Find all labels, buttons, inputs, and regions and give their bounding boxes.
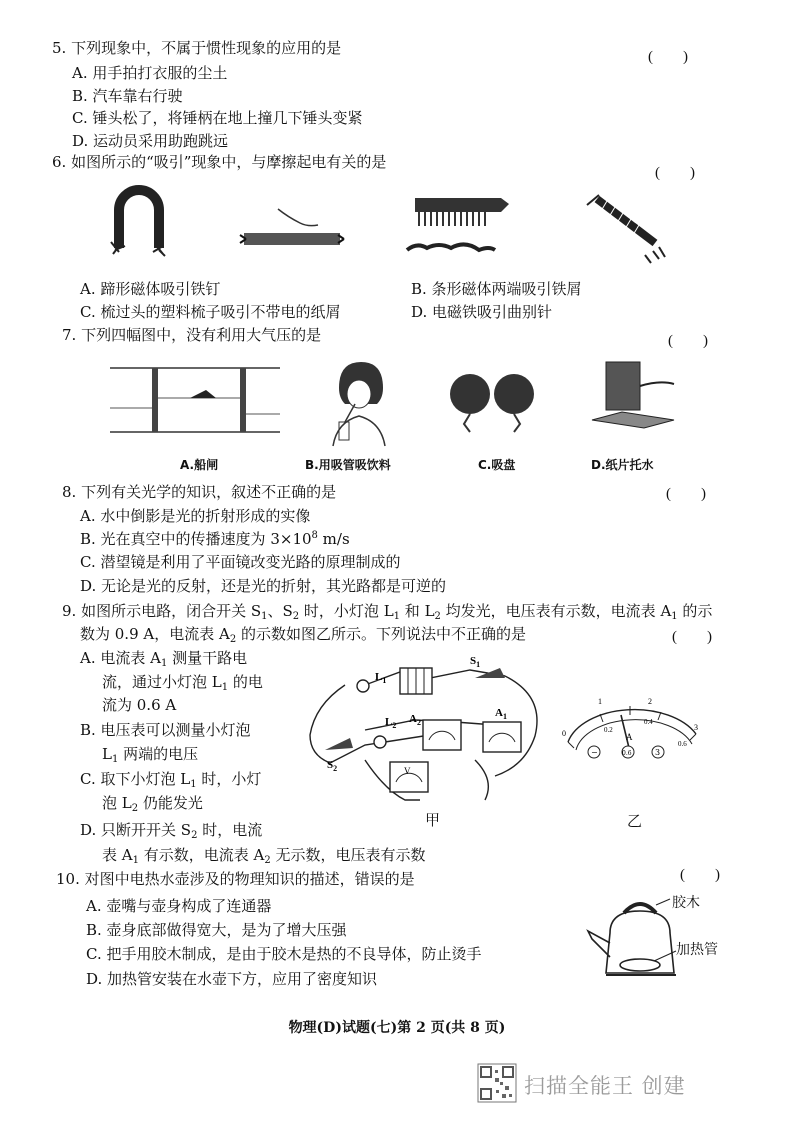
watermark-text: 扫描全能王 创建 (524, 1074, 686, 1098)
q10-stem: 10. 对图中电热水壶涉及的物理知识的描述，错误的是 (56, 870, 415, 888)
dial-tick-1: 1 (598, 697, 602, 706)
q9-stem-line2: 数为 0.9 A，电流表 $A_2$ 的示数如图乙所示。下列说法中不正确的是 (80, 625, 526, 645)
q9-option-c-line1: C. 取下小灯泡 $L_1$ 时，小灯 (80, 770, 262, 790)
drinking-straw-figure (325, 358, 390, 448)
q6-option-a: A. 蹄形磁体吸引铁钉 (80, 280, 221, 298)
label-bakelite: 胶木 (672, 895, 700, 911)
q7-caption-b: B.用吸管吸饮料 (305, 458, 391, 472)
q10-answer-paren: ( ) (680, 867, 720, 883)
q5-option-a: A. 用手拍打衣服的尘土 (72, 64, 228, 82)
q9-stem-line1: 9. 如图所示电路，闭合开关 $S_1$、$S_2$ 时，小灯泡 $L_1$ 和 $L_2$ 均发光，电压表有示数，电流表 $A_1$ 的示 (62, 602, 713, 622)
label-s2: $S_2$ (327, 759, 338, 773)
q10-option-d: D. 加热管安装在水壶下方，应用了密度知识 (86, 970, 378, 988)
q7-caption-a: A.船闸 (180, 458, 219, 472)
comb-figure (405, 190, 515, 260)
switch-s2-icon (325, 738, 353, 750)
dial-subtick-0-2: 0.2 (604, 726, 613, 734)
q5-option-d: D. 运动员采用助跑跳远 (72, 132, 229, 150)
ship-lock-figure (110, 358, 285, 443)
qr-code-icon (478, 1064, 516, 1102)
figure-jia-label: 甲 (425, 811, 441, 829)
paper-holds-water-figure (592, 356, 677, 444)
label-a2: $A_2$ (409, 713, 421, 727)
circuit-diagram-jia (305, 650, 545, 815)
q5-option-b: B. 汽车靠右行驶 (72, 87, 183, 105)
q7-caption-d: D.纸片托水 (591, 458, 654, 472)
ammeter-a1-icon (483, 722, 521, 752)
ammeter-dial-yi (558, 690, 708, 770)
q6-option-c: C. 梳过头的塑料梳子吸引不带电的纸屑 (80, 303, 341, 321)
q8-answer-paren: ( ) (666, 486, 706, 502)
dial-subtick-0-4: 0.4 (644, 718, 653, 726)
q9-option-a-line1: A. 电流表 $A_1$ 测量干路电 (80, 649, 248, 669)
electromagnet-figure (585, 185, 675, 265)
q6-stem: 6. 如图所示的“吸引”现象中，与摩擦起电有关的是 (52, 153, 387, 171)
horseshoe-magnet-figure (105, 188, 175, 256)
dial-tick-0: 0 (562, 729, 566, 738)
q6-option-d: D. 电磁铁吸引曲别针 (411, 303, 553, 321)
label-l1: $L_1$ (375, 671, 387, 685)
dial-unit: A (626, 732, 633, 742)
q9-answer-paren: ( ) (672, 629, 712, 645)
label-a1: $A_1$ (495, 707, 507, 721)
q6-option-b: B. 条形磁体两端吸引铁屑 (411, 280, 582, 298)
q9-option-a-line2: 流，通过小灯泡 $L_1$ 的电 (102, 673, 263, 693)
q7-stem: 7. 下列四幅图中，没有利用大气压的是 (62, 326, 322, 344)
q8-option-a: A. 水中倒影是光的折射形成的实像 (80, 507, 311, 525)
q9-option-b-line1: B. 电压表可以测量小灯泡 (80, 721, 251, 739)
q10-option-a: A. 壶嘴与壶身构成了连通器 (86, 897, 272, 915)
label-s1: $S_1$ (470, 655, 481, 669)
q7-caption-c: C.吸盘 (478, 458, 516, 472)
ammeter-a2-icon (423, 720, 461, 750)
page-footer: 物理(D)试题(七)第 2 页(共 8 页) (288, 1020, 506, 1036)
q10-option-c: C. 把手用胶木制成，是由于胶木是热的不良导体，防止烫手 (86, 945, 482, 963)
terminal-3-label: 3 (655, 748, 661, 757)
label-l2: $L_2$ (385, 716, 397, 730)
q8-stem: 8. 下列有关光学的知识，叙述不正确的是 (62, 483, 337, 501)
q5-option-c: C. 锤头松了，将锤柄在地上撞几下锤头变紧 (72, 109, 363, 127)
dial-subtick-0-6: 0.6 (678, 740, 687, 748)
bulb-l2-icon (374, 736, 386, 748)
switch-s1-icon (475, 668, 505, 678)
q8-option-d: D. 无论是光的反射，还是光的折射，其光路都是可逆的 (80, 577, 447, 595)
q9-option-d-line2: 表 $A_1$ 有示数，电流表 $A_2$ 无示数，电压表有示数 (102, 846, 426, 866)
q9-option-d-line1: D. 只断开开关 $S_2$ 时，电流 (80, 821, 263, 841)
label-v: V (404, 766, 411, 776)
q8-option-b: B. 光在真空中的传播速度为 $3\times 10^8$ m/s (80, 530, 350, 548)
dial-tick-3: 3 (694, 723, 698, 732)
bar-magnet-figure (238, 205, 348, 255)
suction-cup-figure (448, 366, 538, 438)
figure-yi-label: 乙 (627, 812, 643, 830)
q8-option-c: C. 潜望镜是利用了平面镜改变光路的原理制成的 (80, 553, 401, 571)
q9-option-b-line2: $L_1$ 两端的电压 (102, 745, 199, 765)
q9-option-c-line2: 泡 $L_2$ 仍能发光 (102, 794, 203, 814)
q5-answer-paren: ( ) (648, 49, 688, 65)
q7-answer-paren: ( ) (668, 333, 708, 349)
terminal-negative-label: − (591, 748, 598, 757)
bulb-l1-icon (357, 680, 369, 692)
q5-stem: 5. 下列现象中，不属于惯性现象的应用的是 (52, 39, 342, 57)
q10-option-b: B. 壶身底部做得宽大，是为了增大压强 (86, 921, 347, 939)
label-heating-tube: 加热管 (676, 942, 718, 958)
q9-option-a-line3: 流为 0.6 A (102, 696, 177, 714)
dial-tick-2: 2 (648, 697, 652, 706)
q6-answer-paren: ( ) (655, 165, 695, 181)
terminal-0-6-label: 0.6 (622, 750, 632, 757)
